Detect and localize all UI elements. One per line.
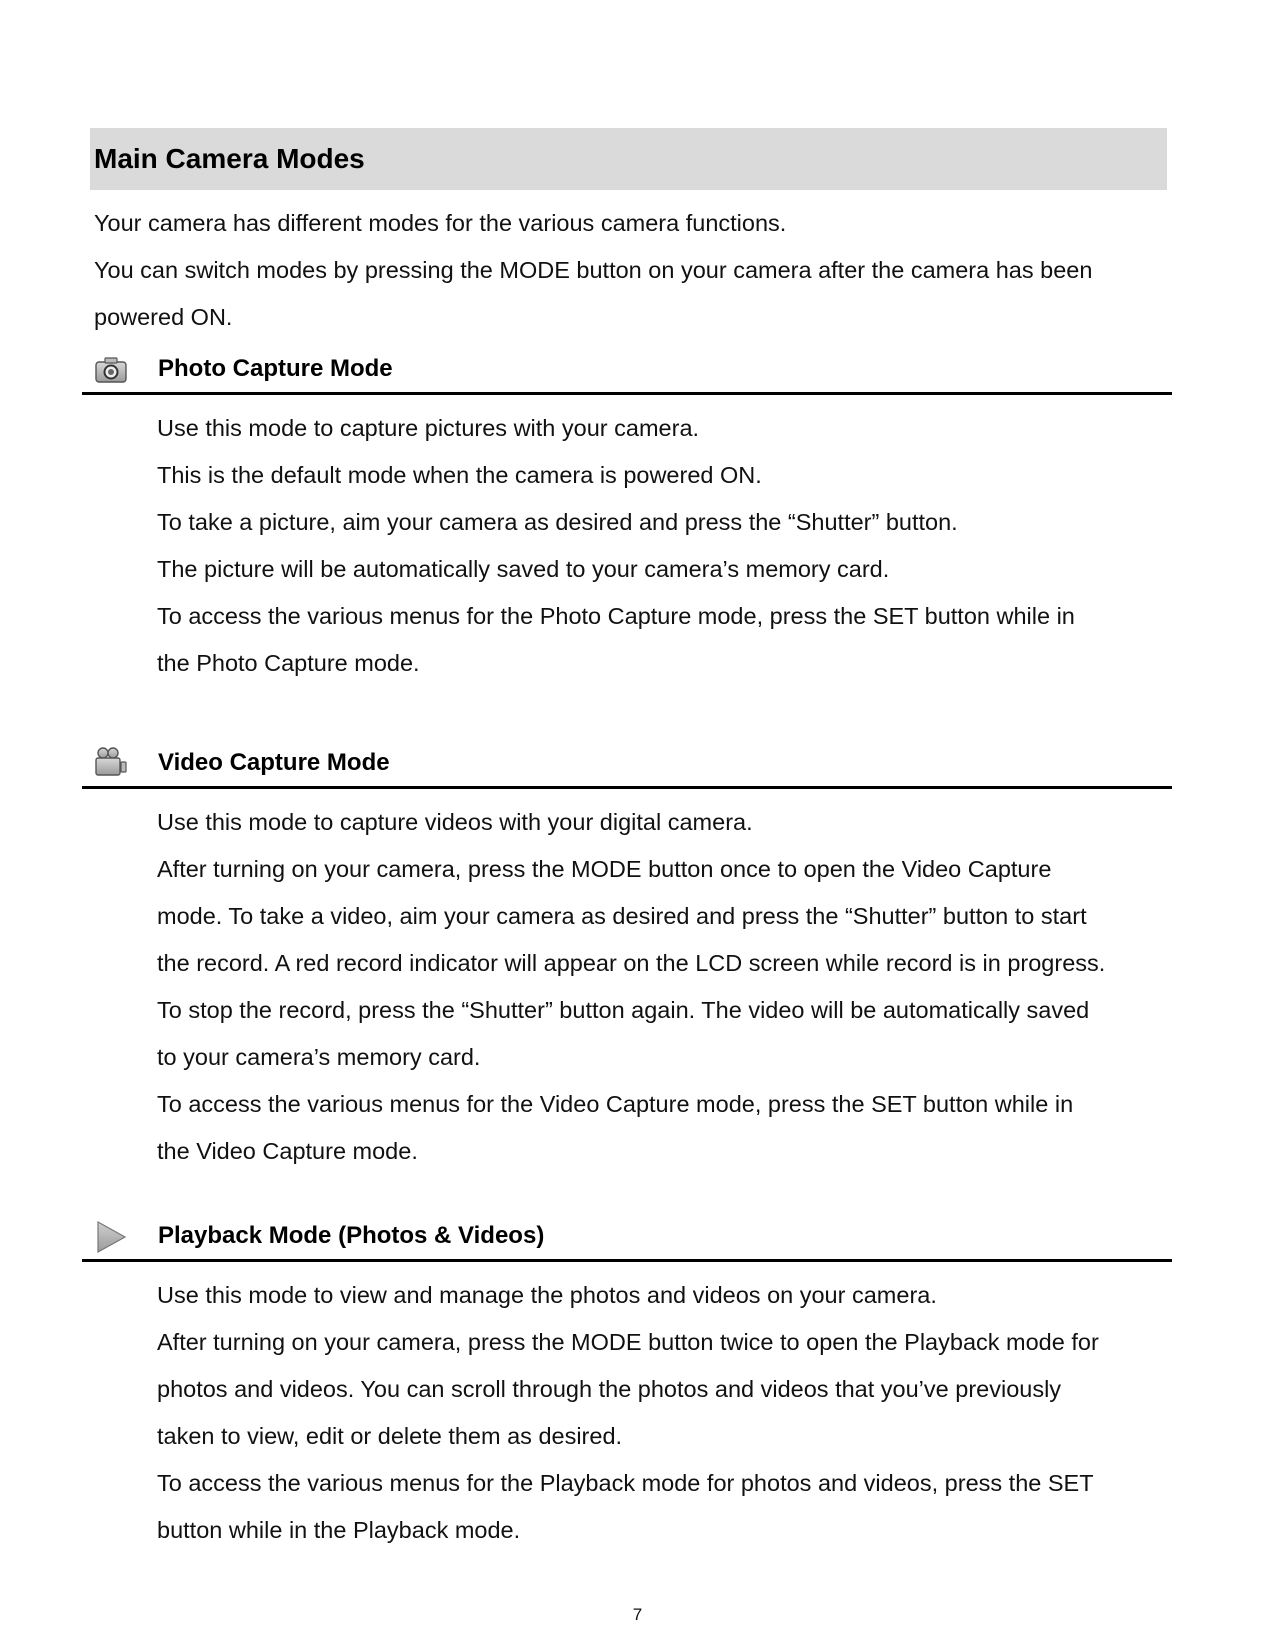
intro-paragraph xyxy=(94,200,1174,341)
page-number: 7 xyxy=(632,1605,643,1624)
body-line: to your camera’s memory card. xyxy=(157,1044,481,1070)
section-divider xyxy=(82,392,1172,395)
play-icon xyxy=(94,1220,128,1254)
body-line: To access the various menus for the Video Capture mode, press the SET button while in xyxy=(157,1091,1074,1117)
section-title-bar xyxy=(90,128,1167,190)
photo-mode-body xyxy=(157,405,1167,687)
video-mode-body xyxy=(157,799,1167,1175)
body-line: button while in the Playback mode. xyxy=(157,1517,521,1543)
body-line: photos and videos. You can scroll through the photos and videos that you’ve previously xyxy=(157,1376,1062,1402)
video-mode-header xyxy=(82,743,1172,789)
body-line: To stop the record, press the “Shutter” button again. The video will be automatically saved xyxy=(157,997,1090,1023)
body-line: the Video Capture mode. xyxy=(157,1138,418,1164)
body-line: Use this mode to capture pictures with your camera. xyxy=(157,415,700,441)
body-line: The picture will be automatically saved to your camera’s memory card. xyxy=(157,556,890,582)
body-line: the Photo Capture mode. xyxy=(157,650,420,676)
intro-line: Your camera has different modes for the various camera functions. xyxy=(94,210,787,236)
playback-mode-header xyxy=(82,1216,1172,1262)
section-divider xyxy=(82,1259,1172,1262)
body-line: To access the various menus for the Photo Capture mode, press the SET button while in xyxy=(157,603,1075,629)
body-line: taken to view, edit or delete them as desired. xyxy=(157,1423,623,1449)
body-line: This is the default mode when the camera is powered ON. xyxy=(157,462,762,488)
intro-line: powered ON. xyxy=(94,304,233,330)
body-line: To take a picture, aim your camera as desired and press the “Shutter” button. xyxy=(157,509,958,535)
body-line: After turning on your camera, press the MODE button once to open the Video Capture xyxy=(157,856,1052,882)
camera-icon xyxy=(94,353,128,387)
body-line: the record. A red record indicator will appear on the LCD screen while record is in progress. xyxy=(157,950,1106,976)
section-divider xyxy=(82,786,1172,789)
video-camera-icon xyxy=(94,745,128,779)
playback-mode-title: Playback Mode (Photos & Videos) xyxy=(158,1222,545,1249)
intro-line: You can switch modes by pressing the MODE button on your camera after the camera has been xyxy=(94,257,1093,283)
body-line: mode. To take a video, aim your camera as desired and press the “Shutter” button to start xyxy=(157,903,1087,929)
body-line: Use this mode to capture videos with your digital camera. xyxy=(157,809,753,835)
page-title: Main Camera Modes xyxy=(94,143,365,174)
photo-mode-header xyxy=(82,349,1172,395)
playback-mode-body xyxy=(157,1272,1167,1554)
body-line: After turning on your camera, press the MODE button twice to open the Playback mode for xyxy=(157,1329,1099,1355)
body-line: Use this mode to view and manage the photos and videos on your camera. xyxy=(157,1282,937,1308)
photo-mode-title: Photo Capture Mode xyxy=(158,355,393,382)
video-mode-title: Video Capture Mode xyxy=(158,749,390,776)
body-line: To access the various menus for the Playback mode for photos and videos, press the SET xyxy=(157,1470,1094,1496)
